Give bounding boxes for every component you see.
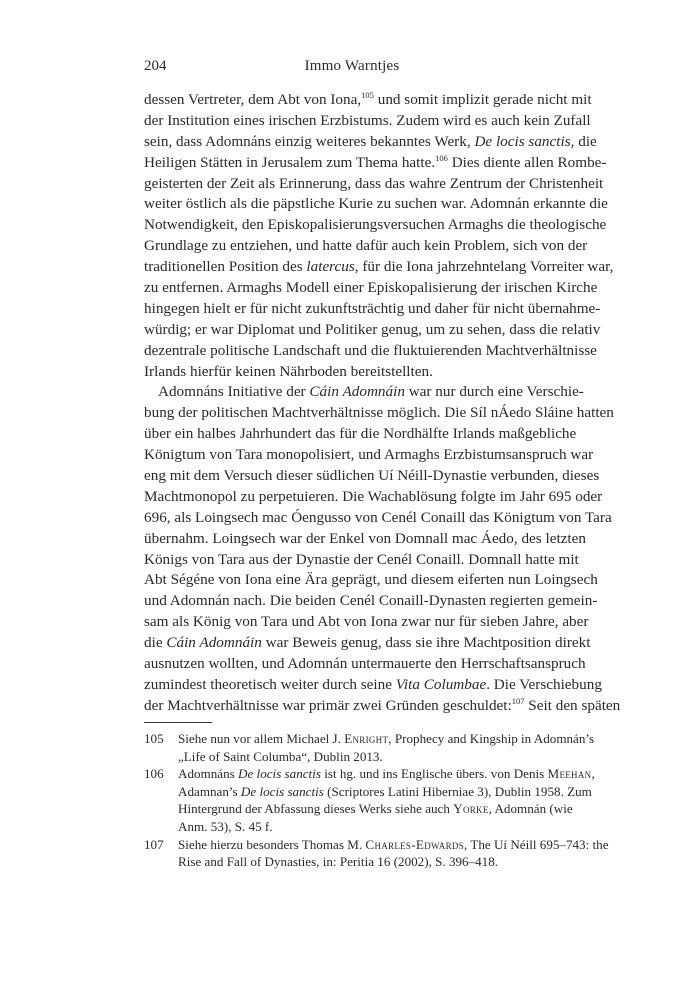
footnote-number: 106 [144, 766, 164, 782]
text-line: geisterten der Zeit als Erinnerung, dass das wahre Zentrum der Christenheit [144, 174, 604, 192]
italic-title: Cáin Adomnáin [166, 634, 262, 652]
footnote-reference[interactable]: 105 [361, 90, 374, 100]
text-line: bung der politischen Machtverhältnisse möglich. Die Síl nÁedo Sláine hatten [144, 404, 614, 422]
text-line: übernahm. Loingsech war der Enkel von Domnall mac Áedo, des letzten [144, 529, 586, 547]
text-line: dessen Vertreter, dem Abt von Iona,$^{105}$ und somit implizit gerade nicht mit [144, 90, 592, 108]
italic-title: De locis sanctis [240, 783, 324, 799]
author-name: Yorke [453, 801, 489, 817]
text-line: der Institution eines irischen Erzbistums. Zudem wird es auch kein Zufall [144, 111, 591, 129]
text-line: und Adomnán nach. Die beiden Cenél Conaill-Dynasten regierten gemein- [144, 592, 598, 610]
text-line: Notwendigkeit, den Episkopalisierungsversuchen Armaghs die theologische [144, 216, 607, 234]
text-line: zu entfernen. Armaghs Modell einer Episkopalisierung der irischen Kirche [144, 279, 598, 297]
text-line: traditionellen Position des latercus, für die Iona jahrzehntelang Vorreiter war, [144, 258, 614, 276]
text-line: sam als König von Tara und Abt von Iona zwar nur für sieben Jahre, aber [144, 613, 589, 631]
footnote-line: Rise and Fall of Dynasties, in: Peritia 16 (2002), S. 396–418. [178, 854, 499, 870]
footnote-number: 105 [144, 731, 164, 746]
text-line: ausnutzen wollten, und Adomnán untermauerte den Herrschaftsanspruch [144, 655, 586, 673]
author-name: Meehan [547, 766, 592, 782]
text-line: Königtum von Tara monopolisiert, und Armaghs Erzbistumsanspruch war [144, 446, 594, 464]
footnote-107 [144, 836, 609, 871]
text-line: sein, dass Adomnáns einzig weiteres bekanntes Werk, De locis sanctis, die [144, 132, 597, 150]
italic-title: latercus [306, 258, 355, 276]
text-line: Irlands hierfür keinen Nährboden bereitstellten. [144, 362, 433, 380]
text-line: Heiligen Stätten in Jerusalem zum Thema hatte.$^{106}$ Dies diente allen Rombe- [144, 152, 607, 171]
footnote-line: Siehe nun vor allem Michael J. Enright, Prophecy and Kingship in Adomnán’s [178, 731, 595, 746]
italic-title: Vita Columbae [395, 675, 487, 693]
text-line: der Machtverhältnisse war primär zwei Gründen geschuldet:$^{107}$ Seit den späten [144, 695, 621, 714]
text-line: dezentrale politische Landschaft und die fluktuierenden Machtverhältnisse [144, 341, 597, 359]
footnote-number: 107 [144, 836, 164, 852]
footnote-rule [144, 722, 212, 723]
footnote-line: Siehe hierzu besonders Thomas M. Charles-Edwards, The Uí Néill 695–743: the [178, 836, 609, 852]
footnote-reference[interactable]: 107 [511, 695, 525, 706]
text-line: über ein halbes Jahrhundert das für die Nordhälfte Irlands maßgebliche [144, 425, 577, 443]
footnote-line: Anm. 53), S. 45 f. [178, 818, 273, 834]
footnote-106 [144, 765, 595, 835]
text-line: Königs von Tara aus der Dynastie der Cenél Conaill. Domnall hatte mit [144, 550, 579, 568]
text-line: zumindest theoretisch weiter durch seine Vita Columbae. Die Verschiebung [144, 675, 602, 693]
italic-title: Cáin Adomnáin [309, 383, 405, 401]
footnote-105 [144, 730, 595, 765]
italic-title: De locis sanctis [238, 766, 321, 782]
author-name: Charles-Edwards [365, 836, 465, 852]
text-line: die Cáin Adomnáin war Beweis genug, dass sie ihre Machtposition direkt [144, 634, 591, 652]
footnote-line: Hintergrund der Abfassung dieses Werks siehe auch Yorke, Adomnán (wie [178, 801, 573, 817]
author-name: Enright [344, 731, 389, 746]
body-text [144, 90, 621, 717]
text-line: Grundlage zu entziehen, und hatte dafür auch kein Problem, sich von der [144, 237, 588, 255]
footnotes [144, 730, 609, 871]
footnote-line: „Life of Saint Columba“, Dublin 2013. [178, 748, 383, 764]
footnote-line: Adamnan’s De locis sanctis (Scriptores Latini Hiberniae 3), Dublin 1958. Zum [178, 783, 592, 799]
text-line: hingegen hielt er für nicht zukunftsträchtig und daher für nicht übernahme- [144, 299, 601, 317]
text-line: eng mit dem Versuch dieser südlichen Uí Néill-Dynastie verbunden, dieses [144, 467, 600, 485]
running-head: Immo Warntjes [304, 58, 400, 74]
italic-title: De locis sanctis [474, 132, 571, 150]
text-line: würdig; er war Diplomat und Politiker genug, um zu sehen, dass die relativ [144, 320, 601, 338]
footnote-line: Adomnáns De locis sanctis ist hg. und ins Englische übers. von Denis Meehan, [178, 766, 595, 782]
page-number: 204 [144, 58, 167, 74]
page-header [144, 58, 560, 78]
text-line: Adomnáns Initiative der Cáin Adomnáin war nur durch eine Verschie- [158, 383, 584, 401]
footnote-reference[interactable]: 106 [435, 152, 448, 163]
text-line: Abt Ségéne von Iona eine Ära geprägt, und diesem eiferten nun Loingsech [144, 571, 598, 589]
text-line: 696, als Loingsech mac Óengusso von Cenél Conaill das Königtum von Tara [144, 508, 612, 526]
text-line: Machtmonopol zu perpetuieren. Die Wachablösung folgte im Jahr 695 oder [144, 487, 603, 505]
text-line: weiter östlich als die päpstliche Kurie zu suchen war. Adomnán erkannte die [144, 195, 608, 213]
